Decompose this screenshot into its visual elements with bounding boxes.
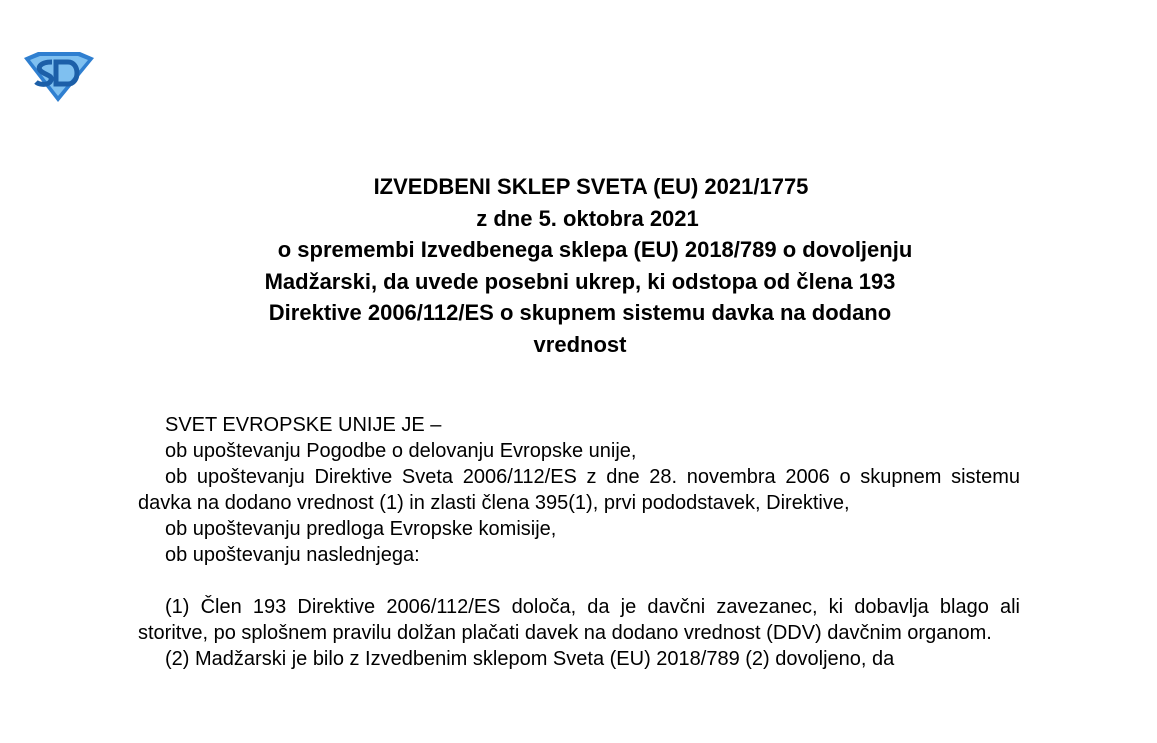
directive-reference-paragraph: ob upoštevanju Direktive Sveta 2006/112/ES z dne 28. novembra 2006 o skupnem sistemu davka na dodano vrednost (1) in zlasti člena 395(1), prvi pododstavek, Direktive, xyxy=(138,466,1020,514)
preamble-line: SVET EVROPSKE UNIJE JE – xyxy=(165,414,442,436)
document-title xyxy=(140,171,1020,360)
title-date-line: z dne 5. oktobra 2021 xyxy=(476,205,699,231)
preamble-line: ob upoštevanju Pogodbe o delovanju Evropske unije, xyxy=(165,440,637,462)
title-line: vrednost xyxy=(533,331,627,357)
title-line: o spremembi Izvedbenega sklepa (EU) 2018/789 o dovoljenju xyxy=(277,237,913,262)
recital-paragraph: (1) Člen 193 Direktive 2006/112/ES določa, da je davčni zavezanec, ki dobavlja blago ali storitve, po splošnem pravilu dolžan plačati davek na dodano vrednost (DDV) davčnim organom. xyxy=(138,596,1020,644)
title-line: Madžarski, da uvede posebni ukrep, ki odstopa od člena 193 xyxy=(264,268,896,294)
preamble-line: ob upoštevanju naslednjega: xyxy=(165,544,420,566)
document-body xyxy=(138,412,1020,672)
preamble-line: ob upoštevanju predloga Evropske komisije, xyxy=(165,518,557,540)
sd-logo-icon xyxy=(22,50,96,104)
recital-paragraph: (2) Madžarski je bilo z Izvedbenim sklepom Sveta (EU) 2018/789 (2) dovoljeno, da xyxy=(165,648,895,670)
title-line: IZVEDBENI SKLEP SVETA (EU) 2021/1775 xyxy=(373,174,809,199)
spacer xyxy=(138,568,1020,594)
title-line: Direktive 2006/112/ES o skupnem sistemu davka na dodano xyxy=(268,300,892,325)
